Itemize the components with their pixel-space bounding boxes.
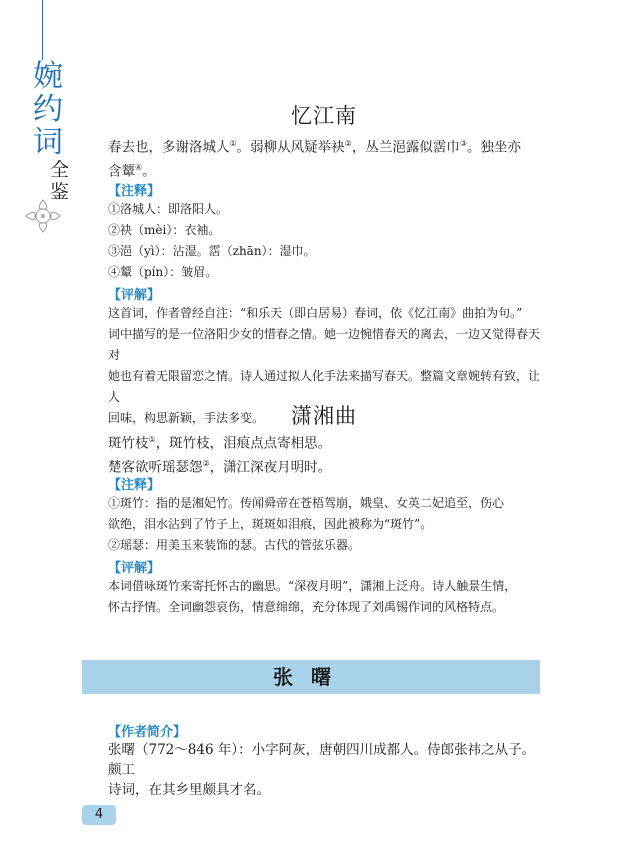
series-title [28,60,68,203]
comment-label: 【评解】 [108,561,161,576]
footnote-mark: ③ [459,139,468,148]
footnote-mark: ④ [135,162,143,172]
intro-line: 张曙（772～846 年）：小字阿灰，唐朝四川成都人。侍郎张祎之从子。颇工 [108,742,536,778]
poem-title: 潇湘曲 [291,404,357,428]
notes-list [108,199,540,283]
note-item: ④颦（pín）：皱眉。 [108,265,218,279]
notes-list [108,493,540,556]
poem-line: 。弱柳从风疑举袂 [236,139,345,156]
comment-line: 怀古抒情。全词幽怨哀伤，情意绵绵，充分体现了刘禹锡作词的风格特点。 [108,600,505,614]
comment-line: 回味，构思新颖，手法多变。 [108,411,265,425]
author-intro-label: 【作者简介】 [108,725,187,740]
note-item: ①洛城人：即洛阳人。 [108,202,229,216]
author-intro-text [108,740,540,800]
note-item: ③浥（yì）：沾湿。霑（zhān）：湿巾。 [108,244,316,258]
margin-rule [42,0,43,60]
note-item: 欲绝，泪水沾到了竹子上，斑斑如泪痕，因此被称为“斑竹”。 [108,517,433,531]
intro-line: 诗词，在其乡里颇具才名。 [108,782,270,798]
series-char: 婉 [33,59,63,94]
series-char: 词 [33,125,63,160]
comment-text [108,576,540,618]
poem-line: ，潇江深夜月明时。 [209,459,332,475]
footnote-mark: ① [148,435,156,444]
poem-text [108,430,540,477]
comment-line: 她也有着无限留恋之情。诗人通过拟人化手法来描写春天。整篇文章婉转有致，让人 [108,369,541,404]
poem-line: 斑竹枝 [108,435,149,452]
footnote-mark: ① [229,139,237,148]
comment-line: 这首词，作者曾经自注：“和乐天（即白居易）春词，依《忆江南》曲拍为句。” [108,306,523,320]
notes-label: 【注释】 [108,478,161,493]
poem-text [108,134,540,181]
note-item: ②袂（mèi）：衣袖。 [108,223,221,237]
author-banner: 张曙 [82,660,540,694]
comment-line: 词中描写的是一位洛阳少女的惜春之情。她一边惋惜春天的离去，一边又觉得春天对 [108,327,541,362]
poem-line: 春去也，多谢洛城人 [108,139,230,156]
page-number: 4 [82,805,116,825]
footnote-mark: ② [344,139,352,148]
poem-line: 。 [142,163,156,179]
poem-title: 忆江南 [291,104,357,128]
poem-line: ，丛兰浥露似霑巾 [351,139,460,156]
series-sub-char: 全 [50,159,70,181]
footnote-mark: ② [202,458,210,468]
poem-line: 楚客欲听瑶瑟怨 [108,459,203,475]
notes-label: 【注释】 [108,184,161,199]
floral-ornament-icon [22,196,64,236]
series-char: 约 [33,92,63,127]
poem-line: 。独坐亦 [467,139,522,156]
comment-line: 本词借咏斑竹来寄托怀古的幽思。“深夜月明”，潇湘上泛舟。诗人触景生情， [108,579,517,593]
note-item: ①斑竹：指的是湘妃竹。传闻舜帝在苍梧驾崩，娥皇、女英二妃追至，伤心 [108,496,505,510]
series-sub-char: 鉴 [50,181,70,203]
comment-label: 【评解】 [108,288,161,303]
poem-line: ，斑竹枝，泪痕点点寄相思。 [155,435,332,452]
poem-line: 含颦 [108,163,135,179]
note-item: ②瑶瑟：用美玉来装饰的瑟。古代的管弦乐器。 [108,538,361,552]
